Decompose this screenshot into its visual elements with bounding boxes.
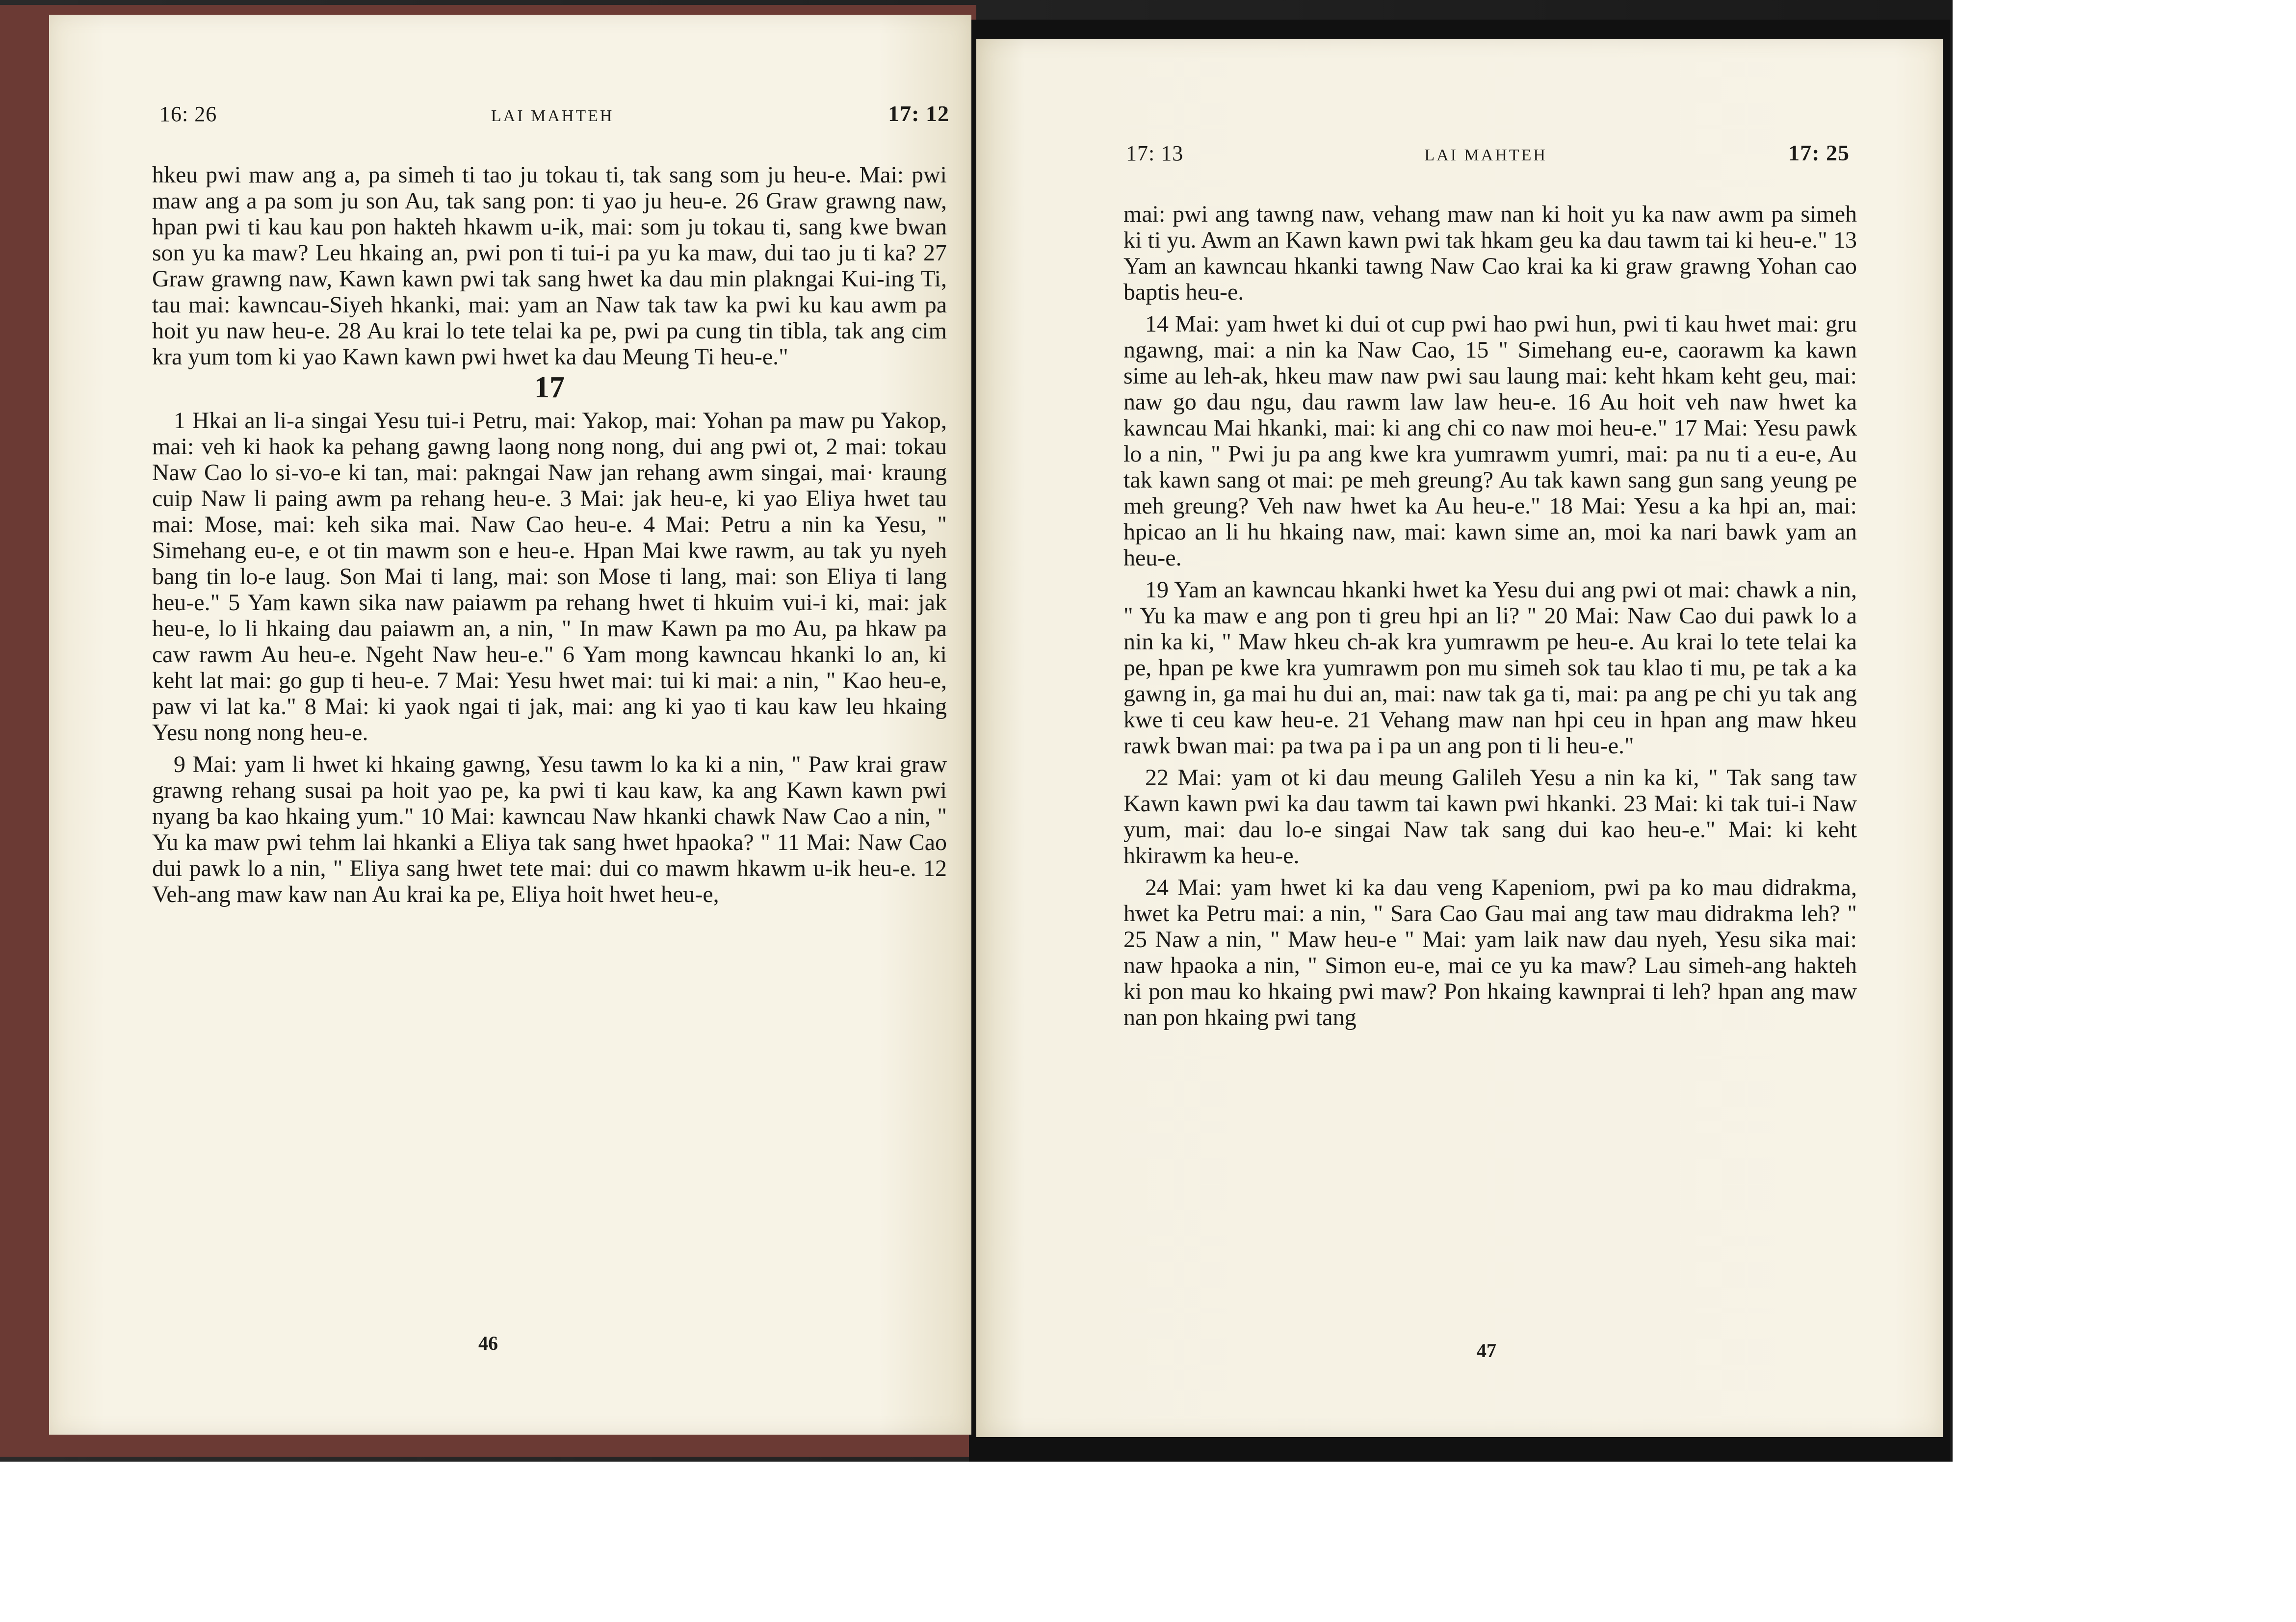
left-paragraph-1: 1 Hkai an li-a singai Yesu tui-i Petru, mai: Yakop, mai: Yohan pa maw pu Yakop, mai: veh ki haok ka pehang gawng laong nong nong, dui ang pwi ot, 2 mai: tokau Naw Cao lo si-vo-e ki tan, mai: pakngai Naw jan rehang awm singai, mai· kraung cuip Naw li paing awm pa rehang heu-e. 3 Mai: jak heu-e, ki yao Eliya hwet tau mai: Mose, mai: keh sika mai. Naw Cao heu-e. 4 Mai: Petru a nin ka Yesu, " Simehang eu-e, e ot tin mawm son e heu-e. Hpan Mai kwe rawm, au tak yu nyeh bang tin lo-e laug. Son Mai ti lang, mai: son Mose ti lang, mai: son Eliya ti lang heu-e." 5 Yam kawn sika naw paiawm pa rehang hwet ti hkuim vui-i ki, mai: jak heu-e, lo li hkaing dau paiawm an, a nin, " In maw Kawn pa mo Au, pa hkaw pa caw rawm Au heu-e. Ngeht Naw heu-e." 6 Yam mong kawncau hkanki lo an, ki keht lat mai: go gup ti heu-e. 7 Mai: Yesu hwet mai: tui ki mai: a nin, " Kao heu-e, paw vi lat ka." 8 Mai: ki yaok ngai ti jak, mai: ang ki yao ti kau kaw leu hkaing Yesu nong nong heu-e. [152, 408, 947, 746]
left-page-number: 46 [478, 1332, 498, 1354]
right-paragraph-1: mai: pwi ang tawng naw, vehang maw nan ki hoit yu ka naw awm pa simeh ki ti yu. Awm an Kawn kawn pwi tak hkam geu ka dau tawm tai ki heu-e." 13 Yam an kawncau hkanki tawng Naw Cao krai ka ki graw grawng Yohan cao baptis heu-e. [1123, 201, 1857, 305]
chapter-number: 17 [534, 371, 565, 404]
right-paragraph-2: 14 Mai: yam hwet ki dui ot cup pwi hao pwi hun, pwi ti kau hwet mai: gru ngawng, mai: a nin ka Naw Cao, 15 " Simehang eu-e, caorawm ka kawn sime au leh-ak, hkeu maw naw pwi sau laung mai: keht hkam keht geu, mai: naw go dau ngu, dau rawm law law heu-e. 16 Au hoit veh naw hwet ka kawncau Mai hkanki, mai: ki ang chi co naw moi heu-e." 17 Mai: Yesu pawk lo a nin, " Pwi ju pa ang kwe kra yumrawm yumri, mai: pa nu ti a eu-e, Au tak kawn sang ot mai: pe meh greung? Au tak kawn sang gun sang yeung pe meh greung? Veh naw hwet ka Au heu-e." 18 Mai: Yesu a ka hpi an, mai: hpicao an li hu hkaing naw, mai: kawn sime an, moi ka nari bawk yam an heu-e. [1123, 311, 1857, 571]
left-page [49, 15, 971, 1435]
left-header-ref-end: 17: 12 [888, 101, 949, 126]
left-page-continuation-text: hkeu pwi maw ang a, pa simeh ti tao ju tokau ti, tak sang som ju heu-e. Mai: pwi maw ang a pa som ju son Au, tak sang pon: ti yao ju heu-e. 26 Graw grawng naw, hpan pwi ti kau kau pon hakteh hkawm u-ik, mai: som ju tokau ti, sang kwe bwan son yu ka maw? Leu hkaing an, pwi pon ti tui-i pa yu ka maw, dui tao ju ti ka? 27 Graw grawng naw, Kawn kawn pwi tak sang hwet ka dau min plakngai Kui-ing Ti, tau mai: kawncau-Siyeh hkanki, mai: yam an Naw tak taw ka pwi ku kau awm pa hoit yu naw heu-e. 28 Au krai lo tete telai ka pe, pwi pa cung tin tibla, tak ang cim kra yum tom ki yao Kawn kawn pwi hwet ka dau Meung Ti heu-e." [152, 162, 947, 370]
left-header-title: LAI MAHTEH [491, 107, 614, 125]
right-header-title: LAI MAHTEH [1424, 146, 1547, 164]
right-page-number: 47 [1477, 1339, 1496, 1362]
left-header-ref-start: 16: 26 [159, 102, 217, 126]
right-header-ref-end: 17: 25 [1788, 140, 1850, 165]
right-page-body [1123, 201, 1857, 1030]
right-paragraph-5: 24 Mai: yam hwet ki ka dau veng Kapeniom, pwi pa ko mau didrakma, hwet ka Petru mai: a nin, " Sara Cao Gau mai ang taw mau didrakma leh? " 25 Naw a nin, " Maw heu-e " Mai: yam laik naw dau nyeh, Yesu sika mai: naw hpaoka a nin, " Simon eu-e, mai ce yu ka maw? Lau simeh-ang hakteh ki pon mau ko hkaing pwi maw? Pon hkaing kawnprai ti leh? hpan ang maw nan pon hkaing pwi tang [1123, 875, 1857, 1030]
right-page [976, 39, 1943, 1437]
left-paragraph-2: 9 Mai: yam li hwet ki hkaing gawng, Yesu tawm lo ka ki a nin, " Paw krai graw grawng rehang susai pa hoit yao pe, ka pwi ti kau kaw, ka ang Kawn kawn pwi nyang ba kao hkaing yum." 10 Mai: kawncau Naw hkanki chawk Naw Cao a nin, " Yu ka maw pwi tehm lai hkanki a Eliya tak sang hwet hpaoka? " 11 Mai: Naw Cao dui pawk lo a nin, " Eliya sang hwet tete mai: dui co mawm hkawm u-ik heu-e. 12 Veh-ang maw kaw nan Au krai ka pe, Eliya hoit hwet heu-e, [152, 751, 947, 907]
right-paragraph-4: 22 Mai: yam ot ki dau meung Galileh Yesu a nin ka ki, " Tak sang taw Kawn kawn pwi ka dau tawm tai kawn pwi hkanki. 23 Mai: ki tak tui-i Naw yum, mai: dau lo-e singai Naw tak sang dui kao heu-e." Mai: ki keht hkirawm ka heu-e. [1123, 765, 1857, 869]
right-paragraph-3: 19 Yam an kawncau hkanki hwet ka Yesu dui ang pwi ot mai: chawk a nin, " Yu ka maw e ang pon ti greu hpi an li? " 20 Mai: Naw Cao dui pawk lo a nin ka ki, " Maw hkeu ch-ak kra yumrawm pe heu-e. Au krai lo tete telai ka pe, hpan pe kwe kra yumrawm pon mu simeh sok tau klao ti mu, pe tak a ka gawng in, ga mai hu dui an, mai: naw tak ga ti, mai: pa ang pe chi yu tak ang kwe ti ceu kaw heu-e. 21 Vehang maw nan hpi ceu in hpan ang maw hkeu rawk bwan mai: pa twa pa i pa un ang pon ti li heu-e." [1123, 577, 1857, 759]
left-page-body [152, 162, 947, 907]
right-header-ref-start: 17: 13 [1126, 141, 1184, 165]
left-page-header [159, 101, 949, 127]
right-page-header [1126, 140, 1850, 166]
